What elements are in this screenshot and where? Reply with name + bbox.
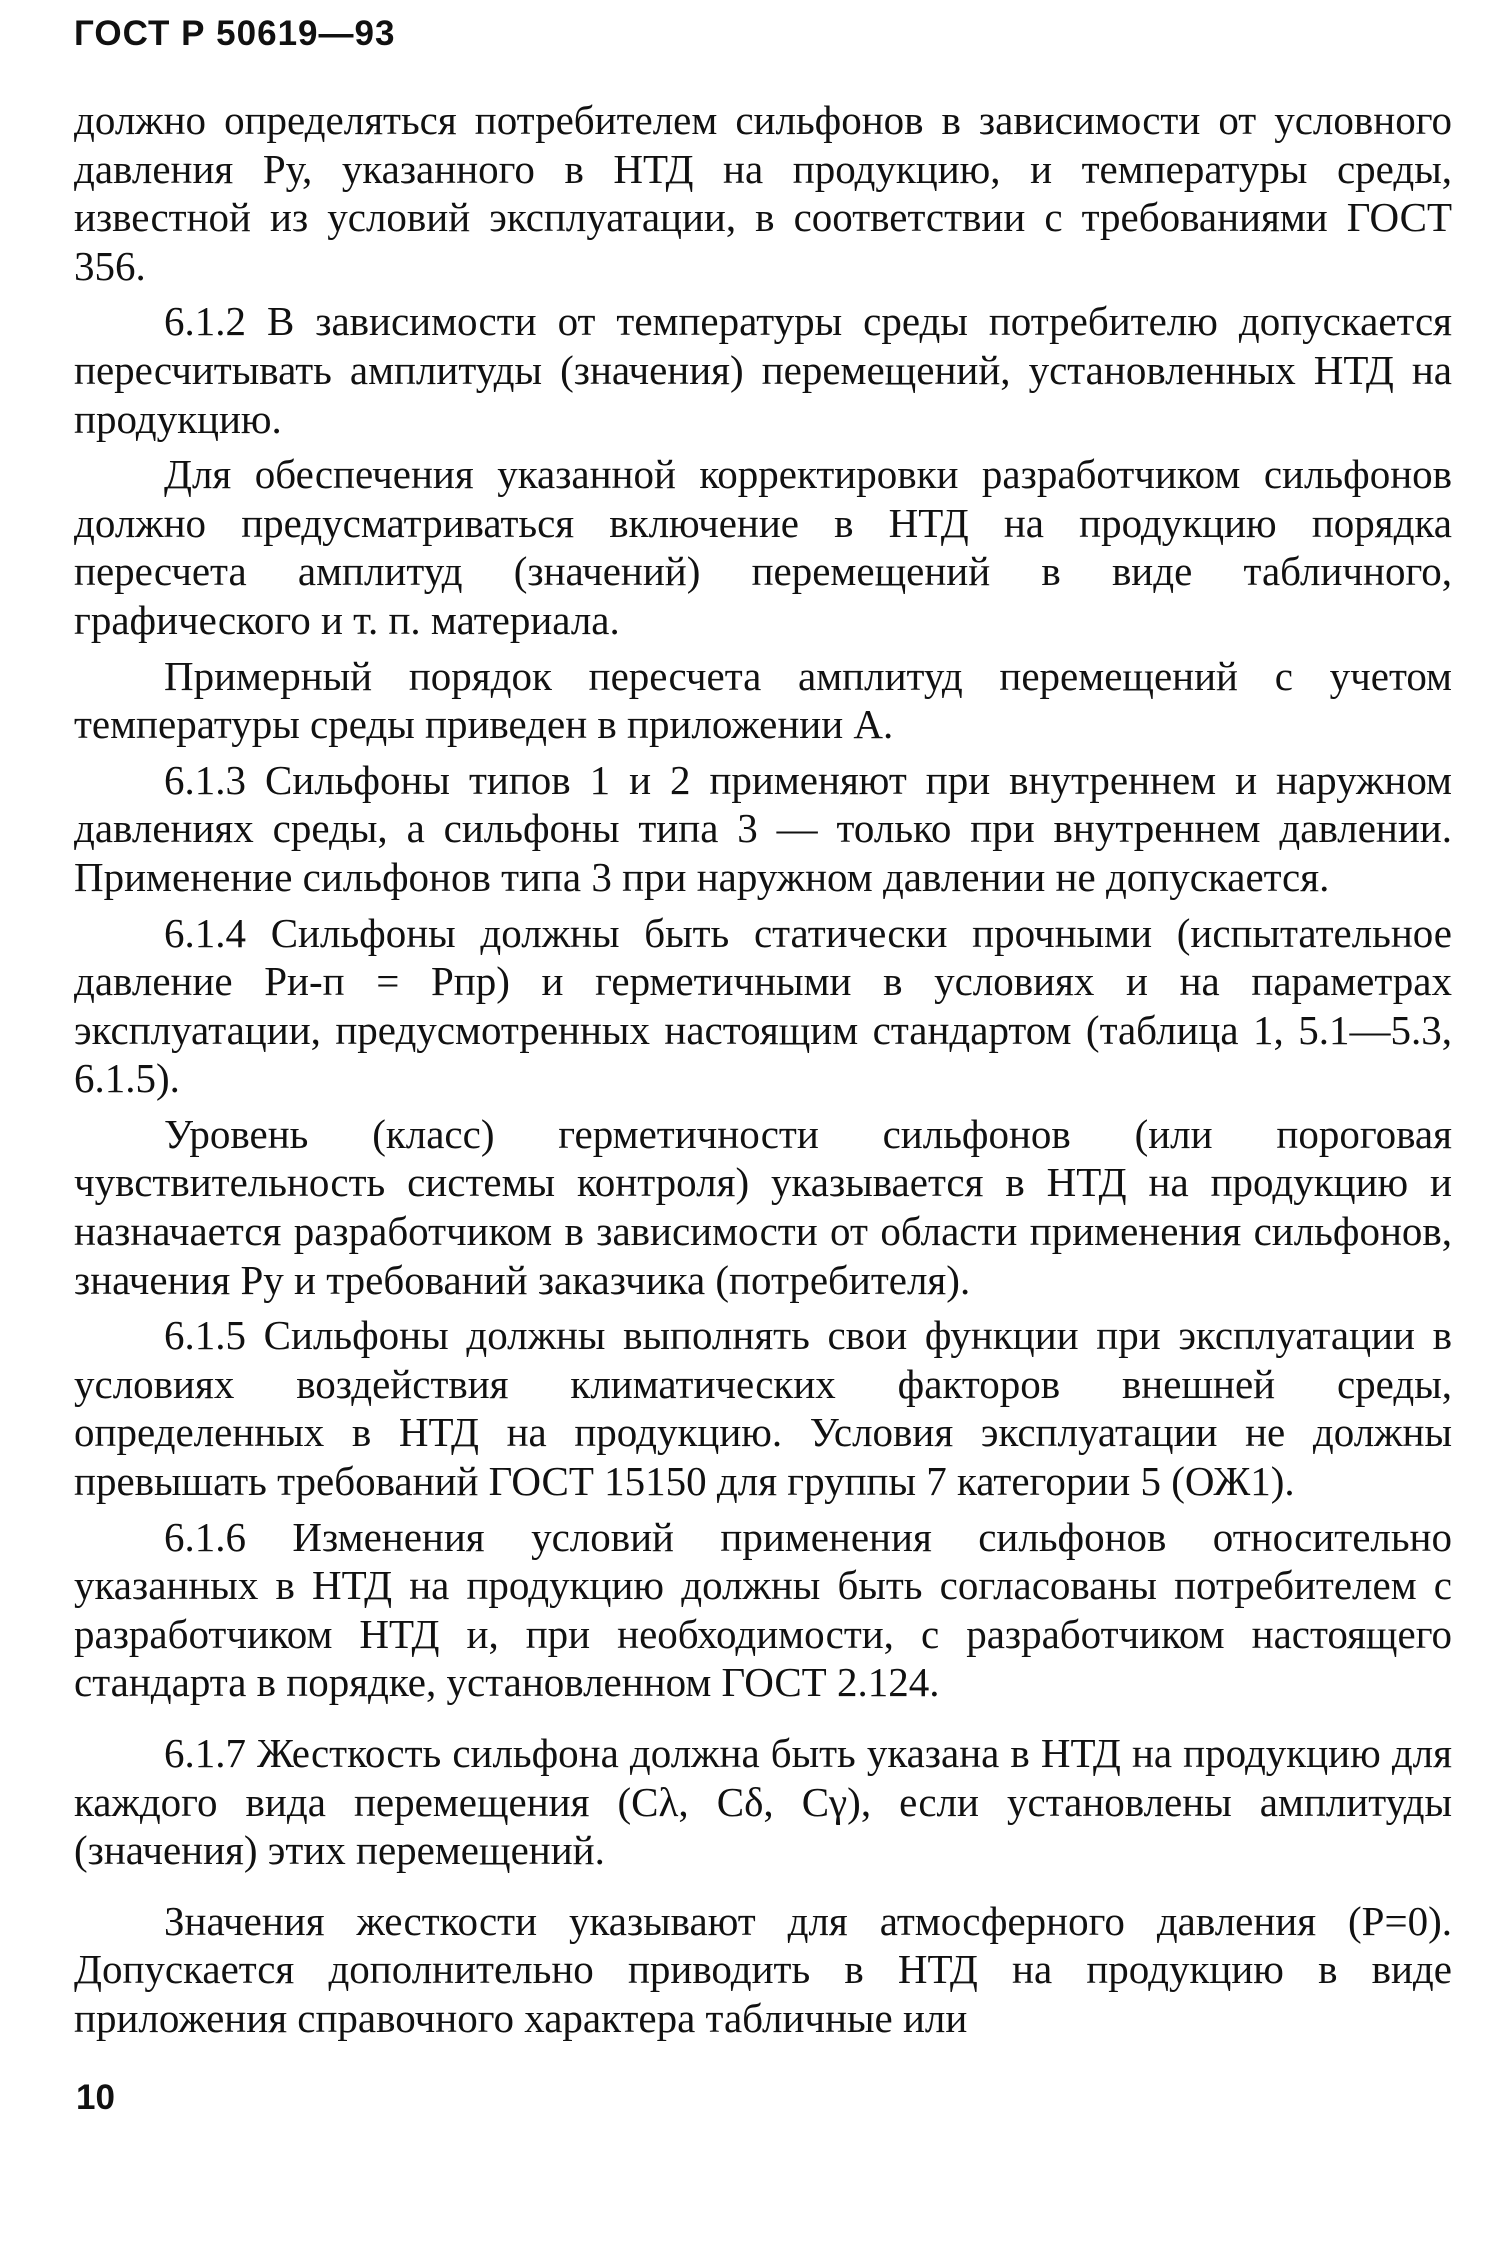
paragraph-6-1-5: 6.1.5 Сильфоны должны выполнять свои функции при эксплуатации в условиях воздействия климатических факторов внешней среды, определенных в НТД на продукцию. Условия эксплуатации не должны превышать требований ГОСТ 15150 для группы 7 категории 5 (ОЖ1).: [74, 1312, 1452, 1505]
paragraph-stiffness-values: Значения жесткости указывают для атмосферного давления (P=0). Допускается дополнительно приводить в НТД на продукцию в виде приложения справочного характера табличные или: [74, 1897, 1452, 2041]
page-number: 10: [76, 2078, 115, 2117]
paragraph-tightness-level: Уровень (класс) герметичности сильфонов (или пороговая чувствительность системы контроля) указывается в НТД на продукцию и назначается разработчиком в зависимости от области применения сильфонов, значения Pу и требований заказчика (потребителя).: [74, 1110, 1452, 1303]
document-header: ГОСТ Р 50619—93: [74, 14, 396, 53]
paragraph-appendix-reference: Примерный порядок пересчета амплитуд перемещений с учетом температуры среды приведен в приложении А.: [74, 652, 1452, 748]
paragraph-6-1-3: 6.1.3 Сильфоны типов 1 и 2 применяют при внутреннем и наружном давлениях среды, а сильфоны типа 3 — только при внутреннем давлении. Применение сильфонов типа 3 при наружном давлении не допускается.: [74, 756, 1452, 900]
paragraph-continuation: должно определяться потребителем сильфонов в зависимости от условного давления Pу, указанного в НТД на продукцию, и температуры среды, известной из условий эксплуатации, в соответствии с требованиями ГОСТ 356.: [74, 97, 1452, 289]
paragraph-6-1-4: 6.1.4 Сильфоны должны быть статически прочными (испытательное давление Pи-п = Pпр) и герметичными в условиях и на параметрах эксплуатации, предусмотренных настоящим стандартом (таблица 1, 5.1—5.3, 6.1.5).: [74, 909, 1452, 1102]
document-body: [74, 96, 1452, 2050]
paragraph-correction: Для обеспечения указанной корректировки разработчиком сильфонов должно предусматриваться включение в НТД на продукцию порядка пересчета амплитуд (значений) перемещений в виде табличного, графического и т. п. материала.: [74, 451, 1452, 643]
paragraph-6-1-2: 6.1.2 В зависимости от температуры среды потребителю допускается пересчитывать амплитуды (значения) перемещений, установленных НТД на продукцию.: [74, 298, 1452, 442]
paragraph-6-1-7: 6.1.7 Жесткость сильфона должна быть указана в НТД на продукцию для каждого вида перемещения (Cλ, Cδ, Cγ), если установлены амплитуды (значения) этих перемещений.: [74, 1730, 1452, 1874]
paragraph-6-1-6: 6.1.6 Изменения условий применения сильфонов относительно указанных в НТД на продукцию должны быть согласованы потребителем с разработчиком НТД и, при необходимости, с разработчиком настоящего стандарта в порядке, установленном ГОСТ 2.124.: [74, 1513, 1452, 1706]
